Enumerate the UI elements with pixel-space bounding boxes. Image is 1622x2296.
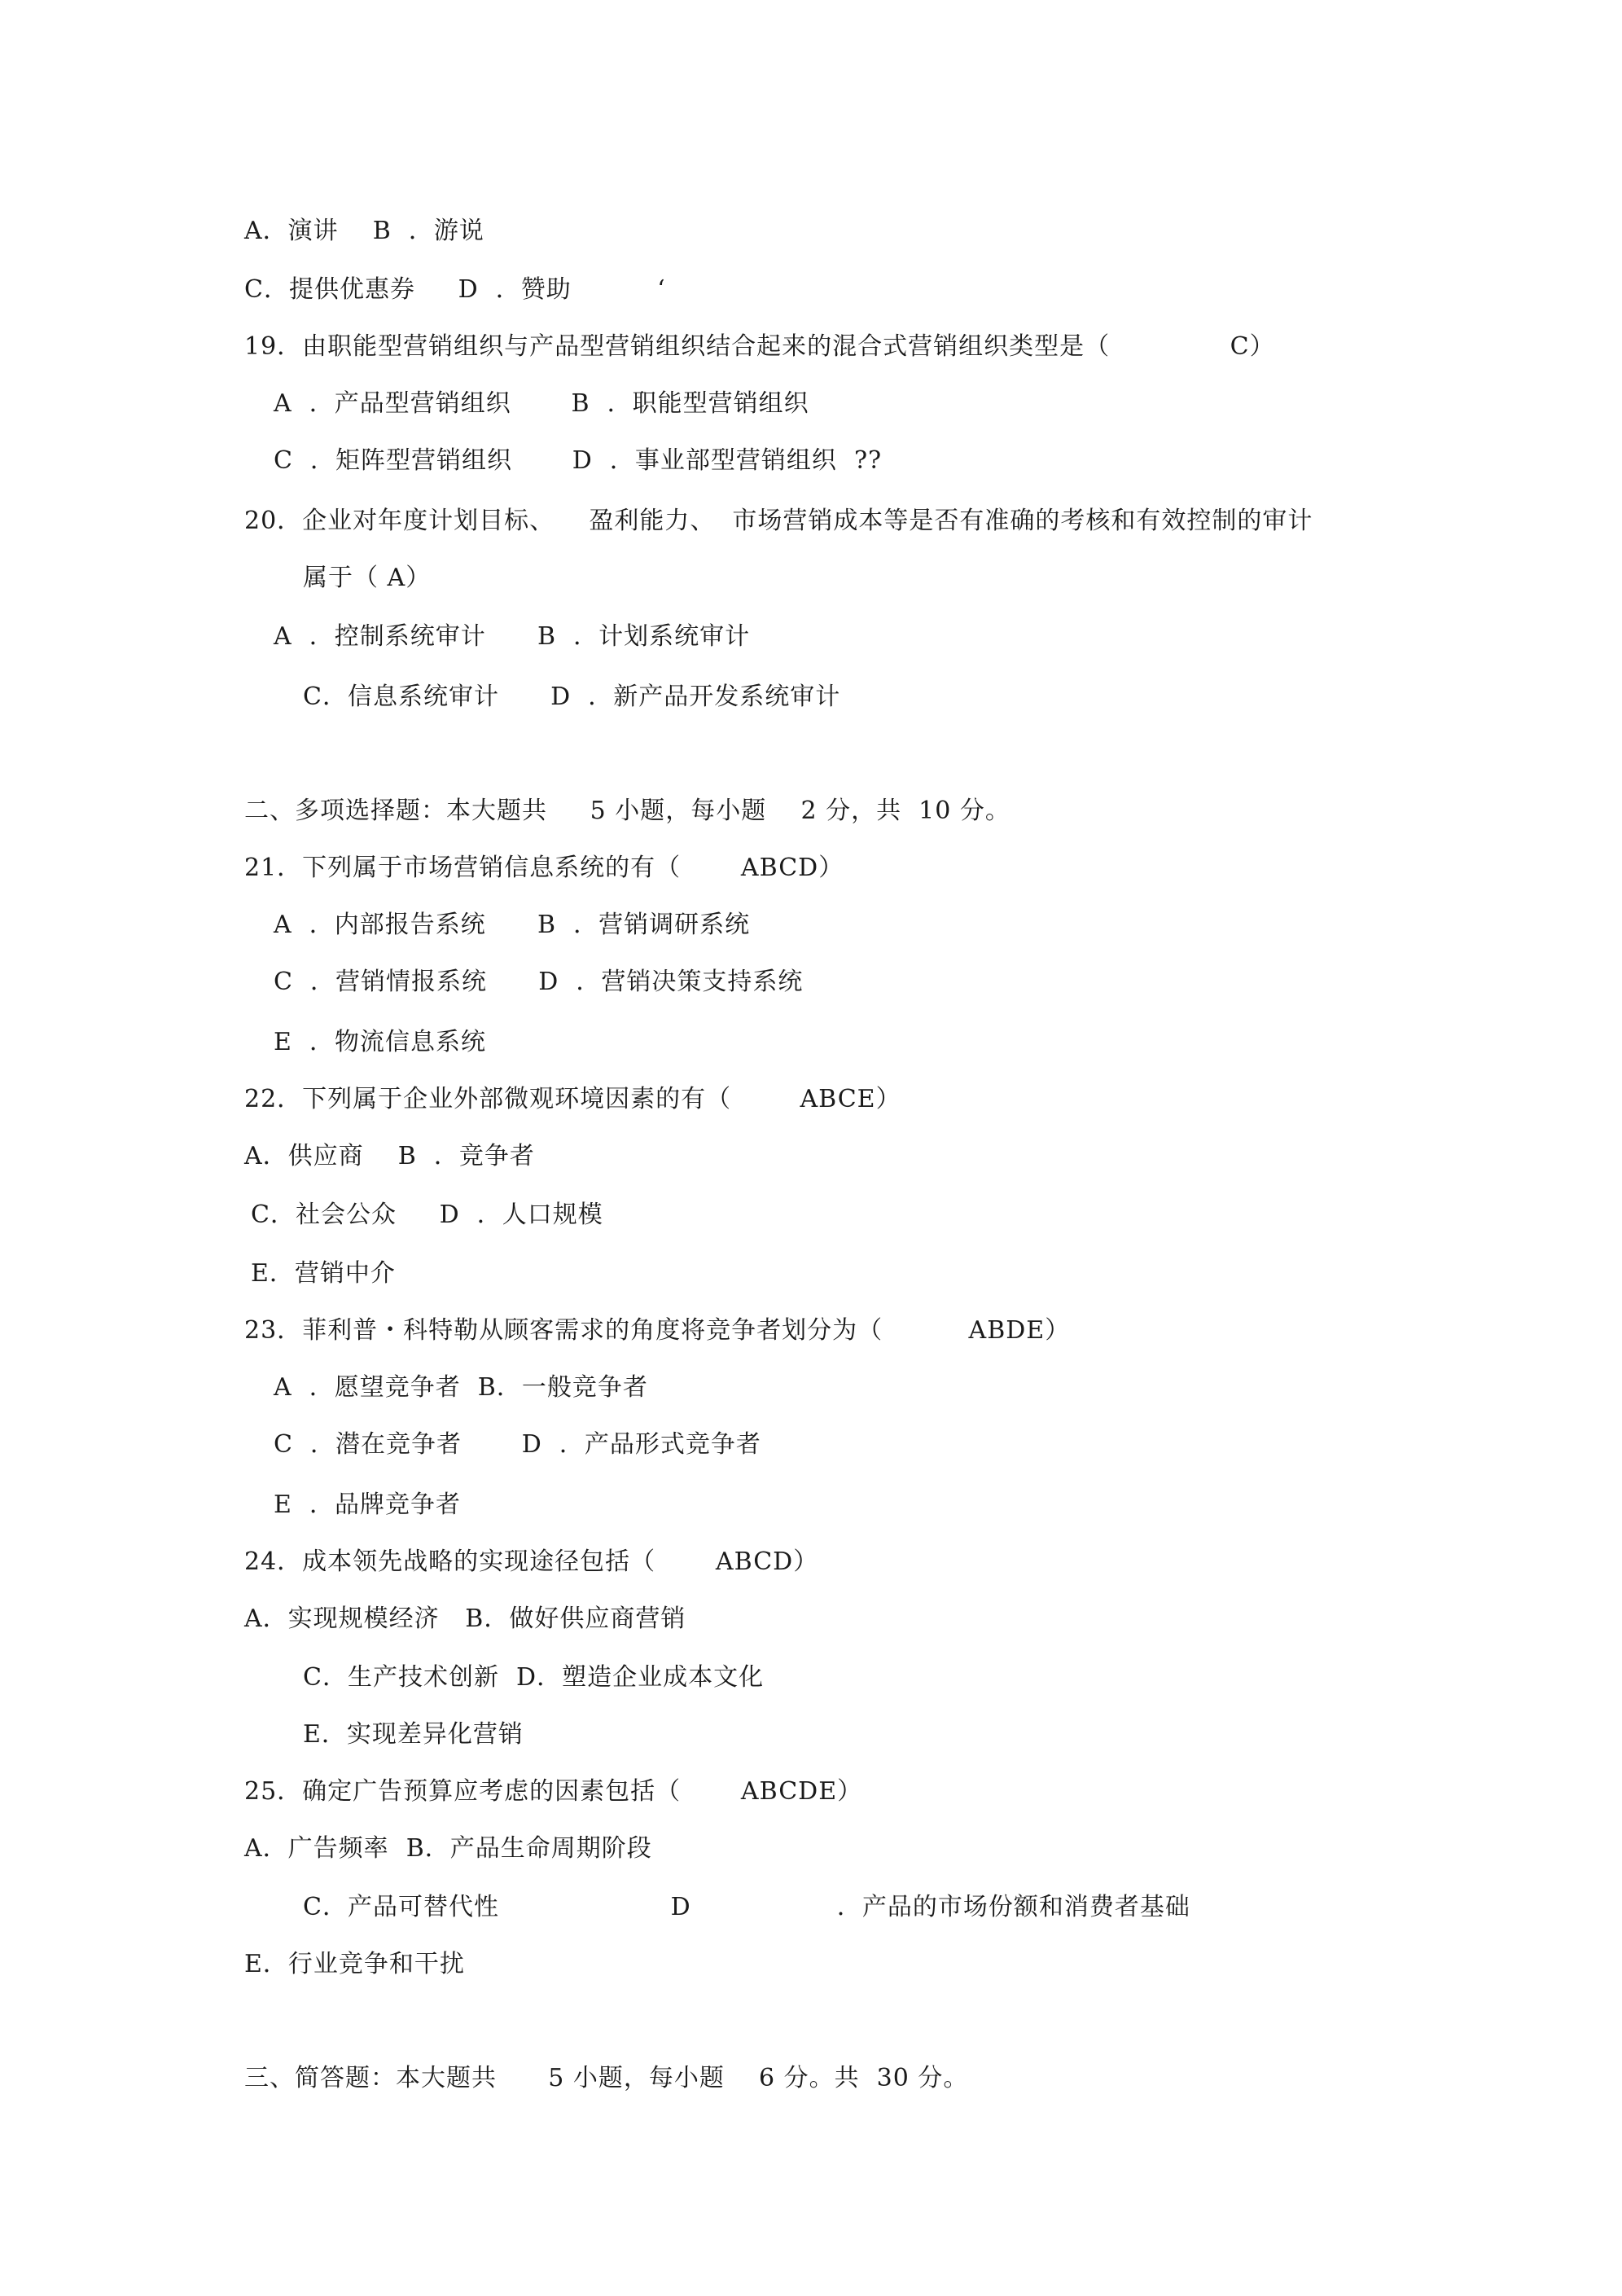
q21-options-a-b: A ．内部报告系统 B ．营销调研系统 xyxy=(274,911,751,939)
question-21: 21．下列属于市场营销信息系统的有（ ABCD） xyxy=(244,854,844,882)
q20-options-a-b: A ．控制系统审计 B ．计划系统审计 xyxy=(274,622,751,651)
q22-options-c-d: C．社会公众 D ．人口规模 xyxy=(251,1201,603,1229)
q25-option-e: E．行业竞争和干扰 xyxy=(244,1950,465,1978)
question-22: 22．下列属于企业外部微观环境因素的有（ ABCE） xyxy=(244,1085,901,1113)
q22-options-a-b: A．供应商 B ．竞争者 xyxy=(244,1142,535,1170)
q19-options-a-b: A ．产品型营销组织 B ．职能型营销组织 xyxy=(274,389,809,418)
q21-options-c-d: C ．营销情报系统 D ．营销决策支持系统 xyxy=(274,968,804,996)
q22-option-e: E．营销中介 xyxy=(251,1259,396,1288)
option-line-a-b: A．演讲 B ．游说 xyxy=(244,217,484,245)
question-23: 23．菲利普・科特勒从顾客需求的角度将竞争者划分为（ ABDE） xyxy=(244,1316,1071,1345)
q25-options-c-d: C．产品可替代性 D ．产品的市场份额和消费者基础 xyxy=(303,1893,1190,1921)
q23-option-e: E ．品牌竞争者 xyxy=(274,1490,461,1519)
question-24: 24．成本领先战略的实现途径包括（ ABCD） xyxy=(244,1547,819,1576)
q21-option-e: E ．物流信息系统 xyxy=(274,1028,486,1056)
section-2-heading: 二、多项选择题：本大题共 5 小题，每小题 2 分，共 10 分。 xyxy=(244,797,1010,825)
question-20-continued: 属于（ A） xyxy=(303,564,432,592)
q20-options-c-d: C．信息系统审计 D ．新产品开发系统审计 xyxy=(303,683,841,711)
q24-options-a-b: A．实现规模经济 B．做好供应商营销 xyxy=(244,1605,686,1633)
q23-options-c-d: C ．潜在竞争者 D ．产品形式竞争者 xyxy=(274,1430,761,1459)
q24-option-e: E．实现差异化营销 xyxy=(303,1720,524,1749)
question-19: 19．由职能型营销组织与产品型营销组织结合起来的混合式营销组织类型是（ C） xyxy=(244,332,1275,361)
q19-options-c-d: C ．矩阵型营销组织 D ．事业部型营销组织 ?? xyxy=(274,446,883,475)
option-line-c-d: C．提供优惠券 D ．赞助 ‘ xyxy=(244,275,666,304)
section-3-heading: 三、简答题：本大题共 5 小题，每小题 6 分。共 30 分。 xyxy=(244,2064,969,2092)
q25-options-a-b: A．广告频率 B．产品生命周期阶段 xyxy=(244,1834,652,1863)
question-25: 25．确定广告预算应考虑的因素包括（ ABCDE） xyxy=(244,1777,863,1806)
q23-options-a-b: A ．愿望竞争者 B．一般竞争者 xyxy=(274,1373,648,1402)
question-20: 20．企业对年度计划目标、 盈利能力、 市场营销成本等是否有准确的考核和有效控制的审计 xyxy=(244,507,1313,535)
q24-options-c-d: C．生产技术创新 D．塑造企业成本文化 xyxy=(303,1663,765,1692)
